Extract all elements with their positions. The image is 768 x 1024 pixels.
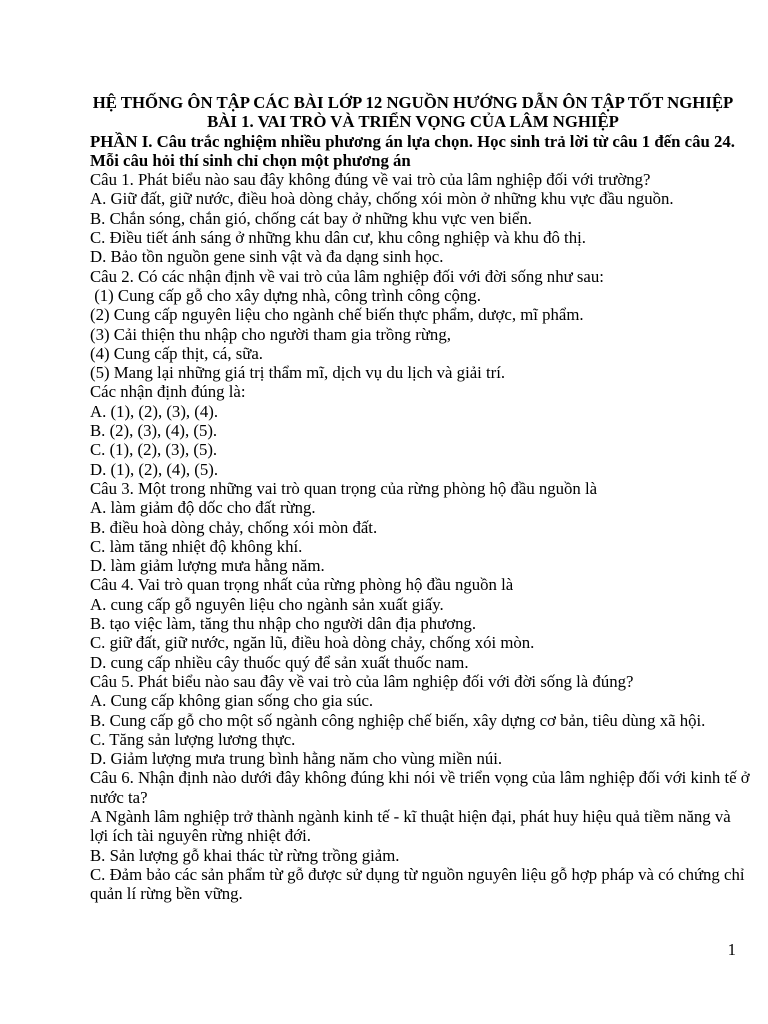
question-5-option-b: B. Cung cấp gỗ cho một số ngành công nghiệp chế biến, xây dựng cơ bản, tiêu dùng xã hội. — [90, 710, 706, 730]
question-2-prompt: Các nhận định đúng là: — [90, 382, 246, 402]
question-6-stem: Câu 6. Nhận định nào dưới đây không đúng khi nói về triển vọng của lâm nghiệp đối với kinh tế ở nước ta? — [90, 768, 750, 807]
question-2-option-c: C. (1), (2), (3), (5). — [90, 440, 218, 460]
question-1-option-a: A. Giữ đất, giữ nước, điều hoà dòng chảy, chống xói mòn ở những khu vực đầu nguồn. — [90, 189, 674, 209]
question-5-option-a: A. Cung cấp không gian sống cho gia súc. — [90, 691, 374, 711]
question-4-option-d: D. cung cấp nhiều cây thuốc quý để sản xuất thuốc nam. — [90, 652, 469, 672]
question-2-option-a: A. (1), (2), (3), (4). — [90, 401, 219, 421]
question-5-stem: Câu 5. Phát biểu nào sau đây về vai trò của lâm nghiệp đối với đời sống là đúng? — [90, 671, 634, 691]
question-2-option-b: B. (2), (3), (4), (5). — [90, 421, 218, 441]
question-5 — [90, 672, 736, 768]
question-3-stem: Câu 3. Một trong những vai trò quan trọng của rừng phòng hộ đầu nguồn là — [90, 478, 598, 498]
question-4-stem: Câu 4. Vai trò quan trọng nhất của rừng phòng hộ đầu nguồn là — [90, 575, 514, 595]
question-1-stem: Câu 1. Phát biểu nào sau đây không đúng về vai trò của lâm nghiệp đối với trường? — [90, 170, 651, 190]
question-6-option-a: A Ngành lâm nghiệp trở thành ngành kinh tế - kĩ thuật hiện đại, phát huy hiệu quả tiềm năng và lợi ích tài nguyên rừng nhiệt đới. — [90, 806, 731, 846]
question-5-option-d: D. Giảm lượng mưa trung bình hằng năm cho vùng miền núi. — [90, 749, 503, 769]
question-3 — [90, 479, 736, 575]
question-3-option-b: B. điều hoà dòng chảy, chống xói mòn đất. — [90, 517, 378, 537]
question-4 — [90, 575, 736, 671]
question-1-option-b: B. Chắn sóng, chắn gió, chống cát bay ở những khu vực ven biển. — [90, 208, 532, 228]
document-title: HỆ THỐNG ÔN TẬP CÁC BÀI LỚP 12 NGUỒN HƯỚNG DẪN ÔN TẬP TỐT NGHIỆP — [92, 93, 734, 112]
question-6-option-b: B. Sản lượng gỗ khai thác từ rừng trồng giảm. — [90, 845, 400, 865]
question-1-option-c: C. Điều tiết ánh sáng ở những khu dân cư, khu công nghiệp và khu đô thị. — [90, 228, 586, 248]
question-3-option-d: D. làm giảm lượng mưa hằng năm. — [90, 556, 325, 576]
question-2-stem: Câu 2. Có các nhận định về vai trò của lâm nghiệp đối với đời sống như sau: — [90, 266, 604, 286]
lesson-title: BÀI 1. VAI TRÒ VÀ TRIỂN VỌNG CỦA LÂM NGHIỆP — [207, 112, 619, 132]
question-2-option-d: D. (1), (2), (4), (5). — [90, 459, 219, 479]
question-3-option-c: C. làm tăng nhiệt độ không khí. — [90, 536, 303, 556]
question-4-option-a: A. cung cấp gỗ nguyên liệu cho ngành sản xuất giấy. — [90, 594, 444, 614]
section-heading: PHẦN I. Câu trắc nghiệm nhiều phương án lựa chọn. Học sinh trả lời từ câu 1 đến câu 24. Mỗi câu hỏi thí sinh chỉ chọn một phương án — [90, 131, 735, 170]
question-1 — [90, 170, 736, 266]
document-body — [90, 93, 750, 904]
question-1-option-d: D. Bảo tồn nguồn gene sinh vật và đa dạng sinh học. — [90, 247, 444, 267]
question-4-option-b: B. tạo việc làm, tăng thu nhập cho người dân địa phương. — [90, 614, 477, 634]
question-2-statement-1: (1) Cung cấp gỗ cho xây dựng nhà, công trình công cộng. — [90, 285, 481, 305]
question-3-option-a: A. làm giảm độ dốc cho đất rừng. — [90, 498, 316, 518]
question-2-statement-3: (3) Cải thiện thu nhập cho người tham gia trồng rừng, — [90, 324, 451, 344]
question-4-option-c: C. giữ đất, giữ nước, ngăn lũ, điều hoà dòng chảy, chống xói mòn. — [90, 633, 535, 653]
question-5-option-c: C. Tăng sản lượng lương thực. — [90, 729, 296, 749]
page-number: 1 — [727, 940, 736, 959]
question-6 — [90, 768, 750, 904]
question-2 — [90, 267, 736, 479]
question-2-statement-4: (4) Cung cấp thịt, cá, sữa. — [90, 343, 263, 363]
question-2-statement-5: (5) Mang lại những giá trị thẩm mĩ, dịch vụ du lịch và giải trí. — [90, 363, 506, 383]
question-6-option-c: C. Đảm bảo các sản phẩm từ gỗ được sử dụng từ nguồn nguyên liệu gỗ hợp pháp và có chứng chỉ quản lí rừng bền vững. — [90, 864, 745, 904]
question-2-statement-2: (2) Cung cấp nguyên liệu cho ngành chế biến thực phẩm, dược, mĩ phẩm. — [90, 305, 584, 325]
